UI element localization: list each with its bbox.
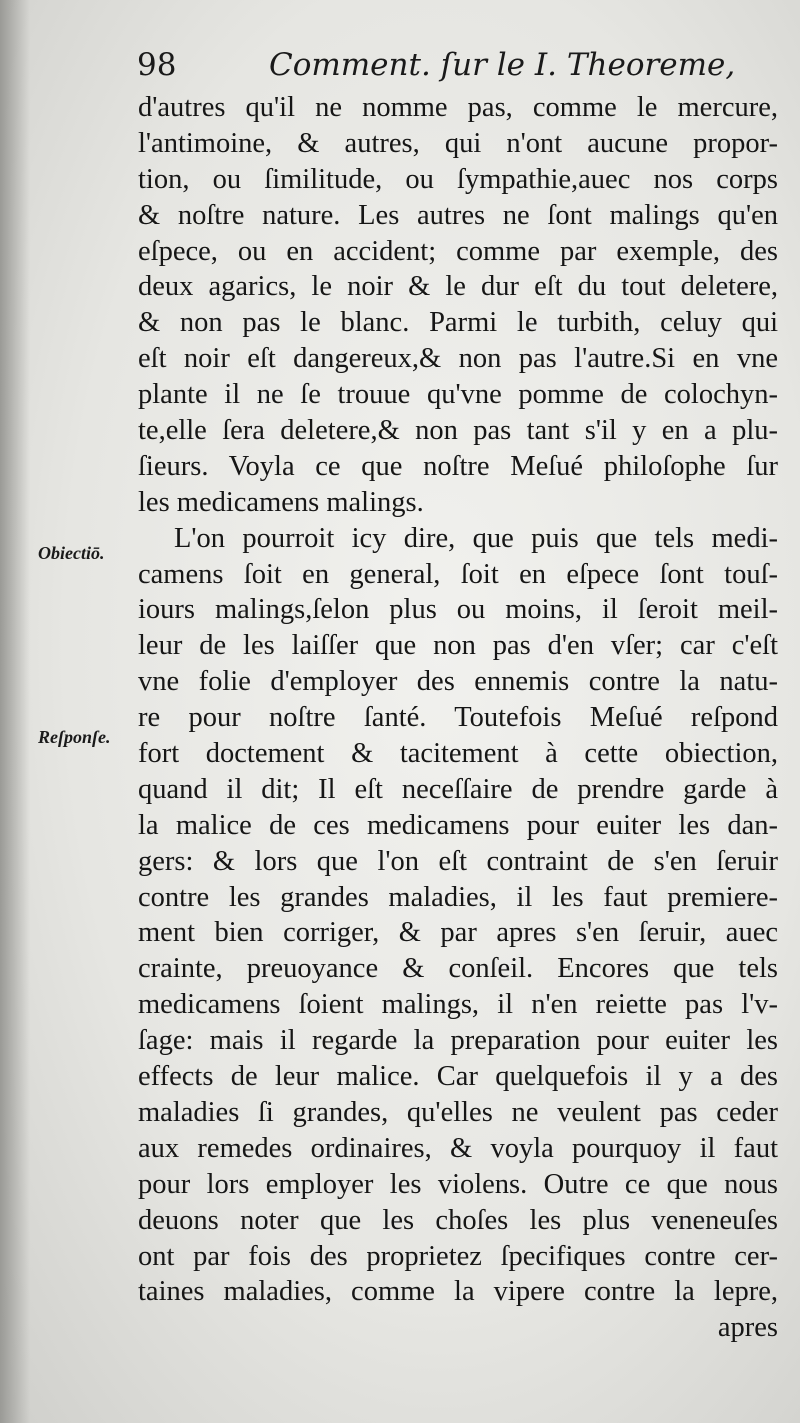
text-line: plante il ne ſe trouue qu'vne pomme de colochyn- [138,379,778,411]
text-line: pour lors employer les violens. Outre ce que nous [138,1168,778,1200]
text-line: deux agarics, le noir & le dur eſt du tout deletere, [138,271,778,303]
page-number: 98 [137,47,177,83]
text-line: ſage: mais il regarde la preparation pour euiter les [138,1025,778,1057]
text-line: crainte, preuoyance & conſeil. Encores que tels [138,953,778,985]
text-line: effects de leur malice. Car quelquefois il y a des [138,1061,778,1093]
running-head: Comment. ſur le I. Theoreme, [269,47,736,83]
text-line: re pour noſtre ſanté. Toutefois Meſué reſpond [138,702,778,734]
text-line: d'autres qu'il ne nomme pas, comme le mercure, [138,92,778,123]
text-line: les medicamens malings. [138,486,424,518]
margin-note-objection: Obiectiō. [38,543,105,563]
text-line: leur de les laiſſer que non pas d'en vſer; car c'eſt [138,630,778,662]
text-line: L'on pourroit icy dire, que puis que tels medi- [174,522,778,554]
text-line: & non pas le blanc. Parmi le turbith, celuy qui [138,307,778,339]
text-line: iours malings,ſelon plus ou moins, il ſeroit meil- [138,594,778,626]
text-line: la malice de ces medicamens pour euiter les dan- [138,809,778,841]
text-line: tion, ou ſimilitude, ou ſympathie,auec nos corps [138,163,778,195]
text-line: eſpece, ou en accident; comme par exemple, des [138,235,778,267]
text-line: ſieurs. Voyla ce que noſtre Meſué philoſophe ſur [138,450,778,482]
text-line: contre les grandes maladies, il les faut premiere- [138,881,778,913]
text-line: aux remedes ordinaires, & voyla pourquoy il faut [138,1132,778,1164]
page-header [137,40,736,90]
text-line: & noſtre nature. Les autres ne ſont malings qu'en [138,199,778,231]
page-gutter-shadow [0,0,30,1423]
body-text [138,90,778,1346]
text-line: vne folie d'employer des ennemis contre la natu- [138,666,778,698]
text-line: taines maladies, comme la vipere contre la lepre, [138,1276,778,1308]
text-line: quand il dit; Il eſt neceſſaire de prendre garde à [138,773,778,805]
margin-note-response: Reſponſe. [38,727,111,747]
text-line: deuons noter que les choſes les plus veneneuſes [138,1204,778,1236]
text-line: te,elle ſera deletere,& non pas tant s'il y en a plu- [138,415,778,447]
text-line: maladies ſi grandes, qu'elles ne veulent pas ceder [138,1096,778,1128]
text-line: ont par fois des proprietez ſpecifiques contre cer- [138,1240,778,1272]
text-line: camens ſoit en general, ſoit en eſpece ſont touſ- [138,558,778,590]
text-line: gers: & lors que l'on eſt contraint de s'en ſeruir [138,845,778,877]
text-line: ment bien corriger, & par apres s'en ſeruir, auec [138,917,778,949]
text-line: eſt noir eſt dangereux,& non pas l'autre.Si en vne [138,343,778,375]
text-line: medicamens ſoient malings, il n'en reiette pas l'v- [138,989,778,1021]
catchword: apres [717,1312,778,1344]
text-line: fort doctement & tacitement à cette obiection, [138,738,778,770]
text-line: l'antimoine, & autres, qui n'ont aucune propor- [138,127,778,159]
